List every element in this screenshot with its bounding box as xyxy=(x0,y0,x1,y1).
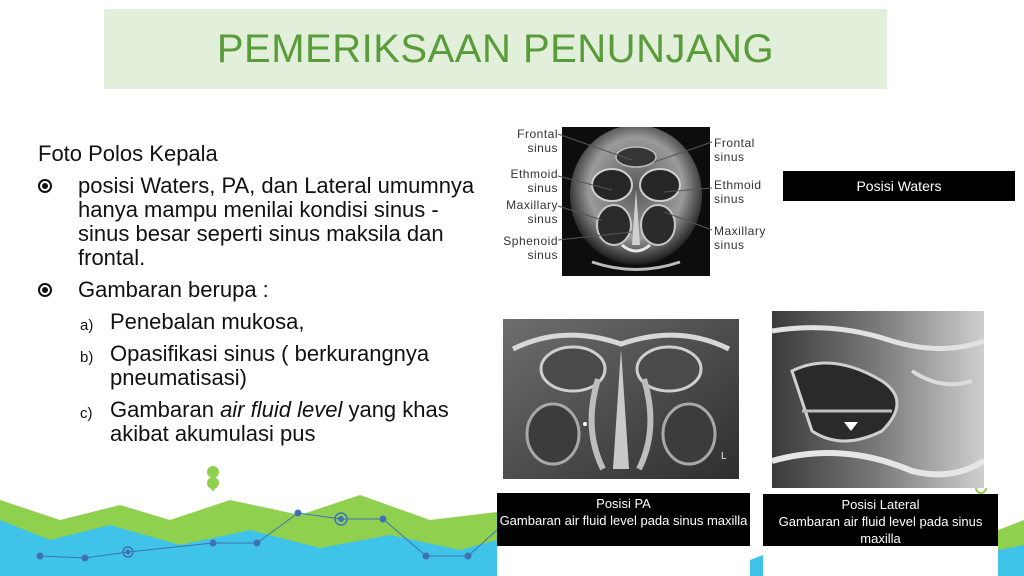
sub-item xyxy=(38,342,478,390)
content-heading: Foto Polos Kepala xyxy=(38,141,218,166)
label-maxillary-left: Maxillary sinus xyxy=(506,198,558,226)
sub-item xyxy=(38,310,478,334)
caption-waters-text: Posisi Waters xyxy=(856,178,942,194)
title-banner xyxy=(104,9,887,89)
label-ethmoid-right: Ethmoid sinus xyxy=(714,178,762,206)
label-frontal-left: Frontal sinus xyxy=(517,127,558,155)
content-text xyxy=(38,142,478,454)
sub-item-text-italic: air fluid level xyxy=(220,397,343,422)
pa-side-marker: L xyxy=(721,451,727,462)
bullet-text: posisi Waters, PA, dan Lateral umumnya hanya mampu menilai kondisi sinus - sinus besar seperti sinus maksila dan frontal. xyxy=(78,173,475,270)
label-maxillary-right: Maxillary sinus xyxy=(714,224,766,252)
sub-item-text-post: yang khas akibat akumulasi pus xyxy=(110,397,449,446)
page-title: PEMERIKSAAN PENUNJANG xyxy=(216,26,775,71)
caption-pa xyxy=(497,493,750,546)
bullet-text: Gambaran berupa : xyxy=(78,277,269,302)
caption-lateral xyxy=(763,494,998,546)
waters-xray-image xyxy=(562,127,710,276)
label-frontal-right: Frontal sinus xyxy=(714,136,755,164)
sub-item-letter: a) xyxy=(80,317,94,334)
sub-item-letter: b) xyxy=(80,349,94,366)
sub-item-text: Penebalan mukosa, xyxy=(110,309,305,334)
pa-xray-image xyxy=(503,319,739,479)
caption-pa-title: Posisi PA xyxy=(596,496,651,511)
sub-item-text: Opasifikasi sinus ( berkurangnya pneumatisasi) xyxy=(110,341,430,390)
label-sphenoid-left: Sphenoid sinus xyxy=(503,234,558,262)
lateral-xray-image xyxy=(772,311,984,488)
sub-item xyxy=(38,398,478,446)
sub-item-text-pre: Gambaran xyxy=(110,397,221,422)
caption-lateral-title: Posisi Lateral xyxy=(841,497,920,512)
caption-waters xyxy=(783,171,1015,201)
radio-bullet-icon xyxy=(38,283,52,297)
bullet-item xyxy=(38,278,478,302)
label-ethmoid-left: Ethmoid sinus xyxy=(510,167,558,195)
radio-bullet-icon xyxy=(38,179,52,193)
bullet-item xyxy=(38,174,478,270)
caption-pa-description: Gambaran air fluid level pada sinus maxilla xyxy=(499,513,748,528)
caption-lateral-description: Gambaran air fluid level pada sinus maxilla xyxy=(778,514,983,546)
sub-item-letter: c) xyxy=(80,405,93,422)
